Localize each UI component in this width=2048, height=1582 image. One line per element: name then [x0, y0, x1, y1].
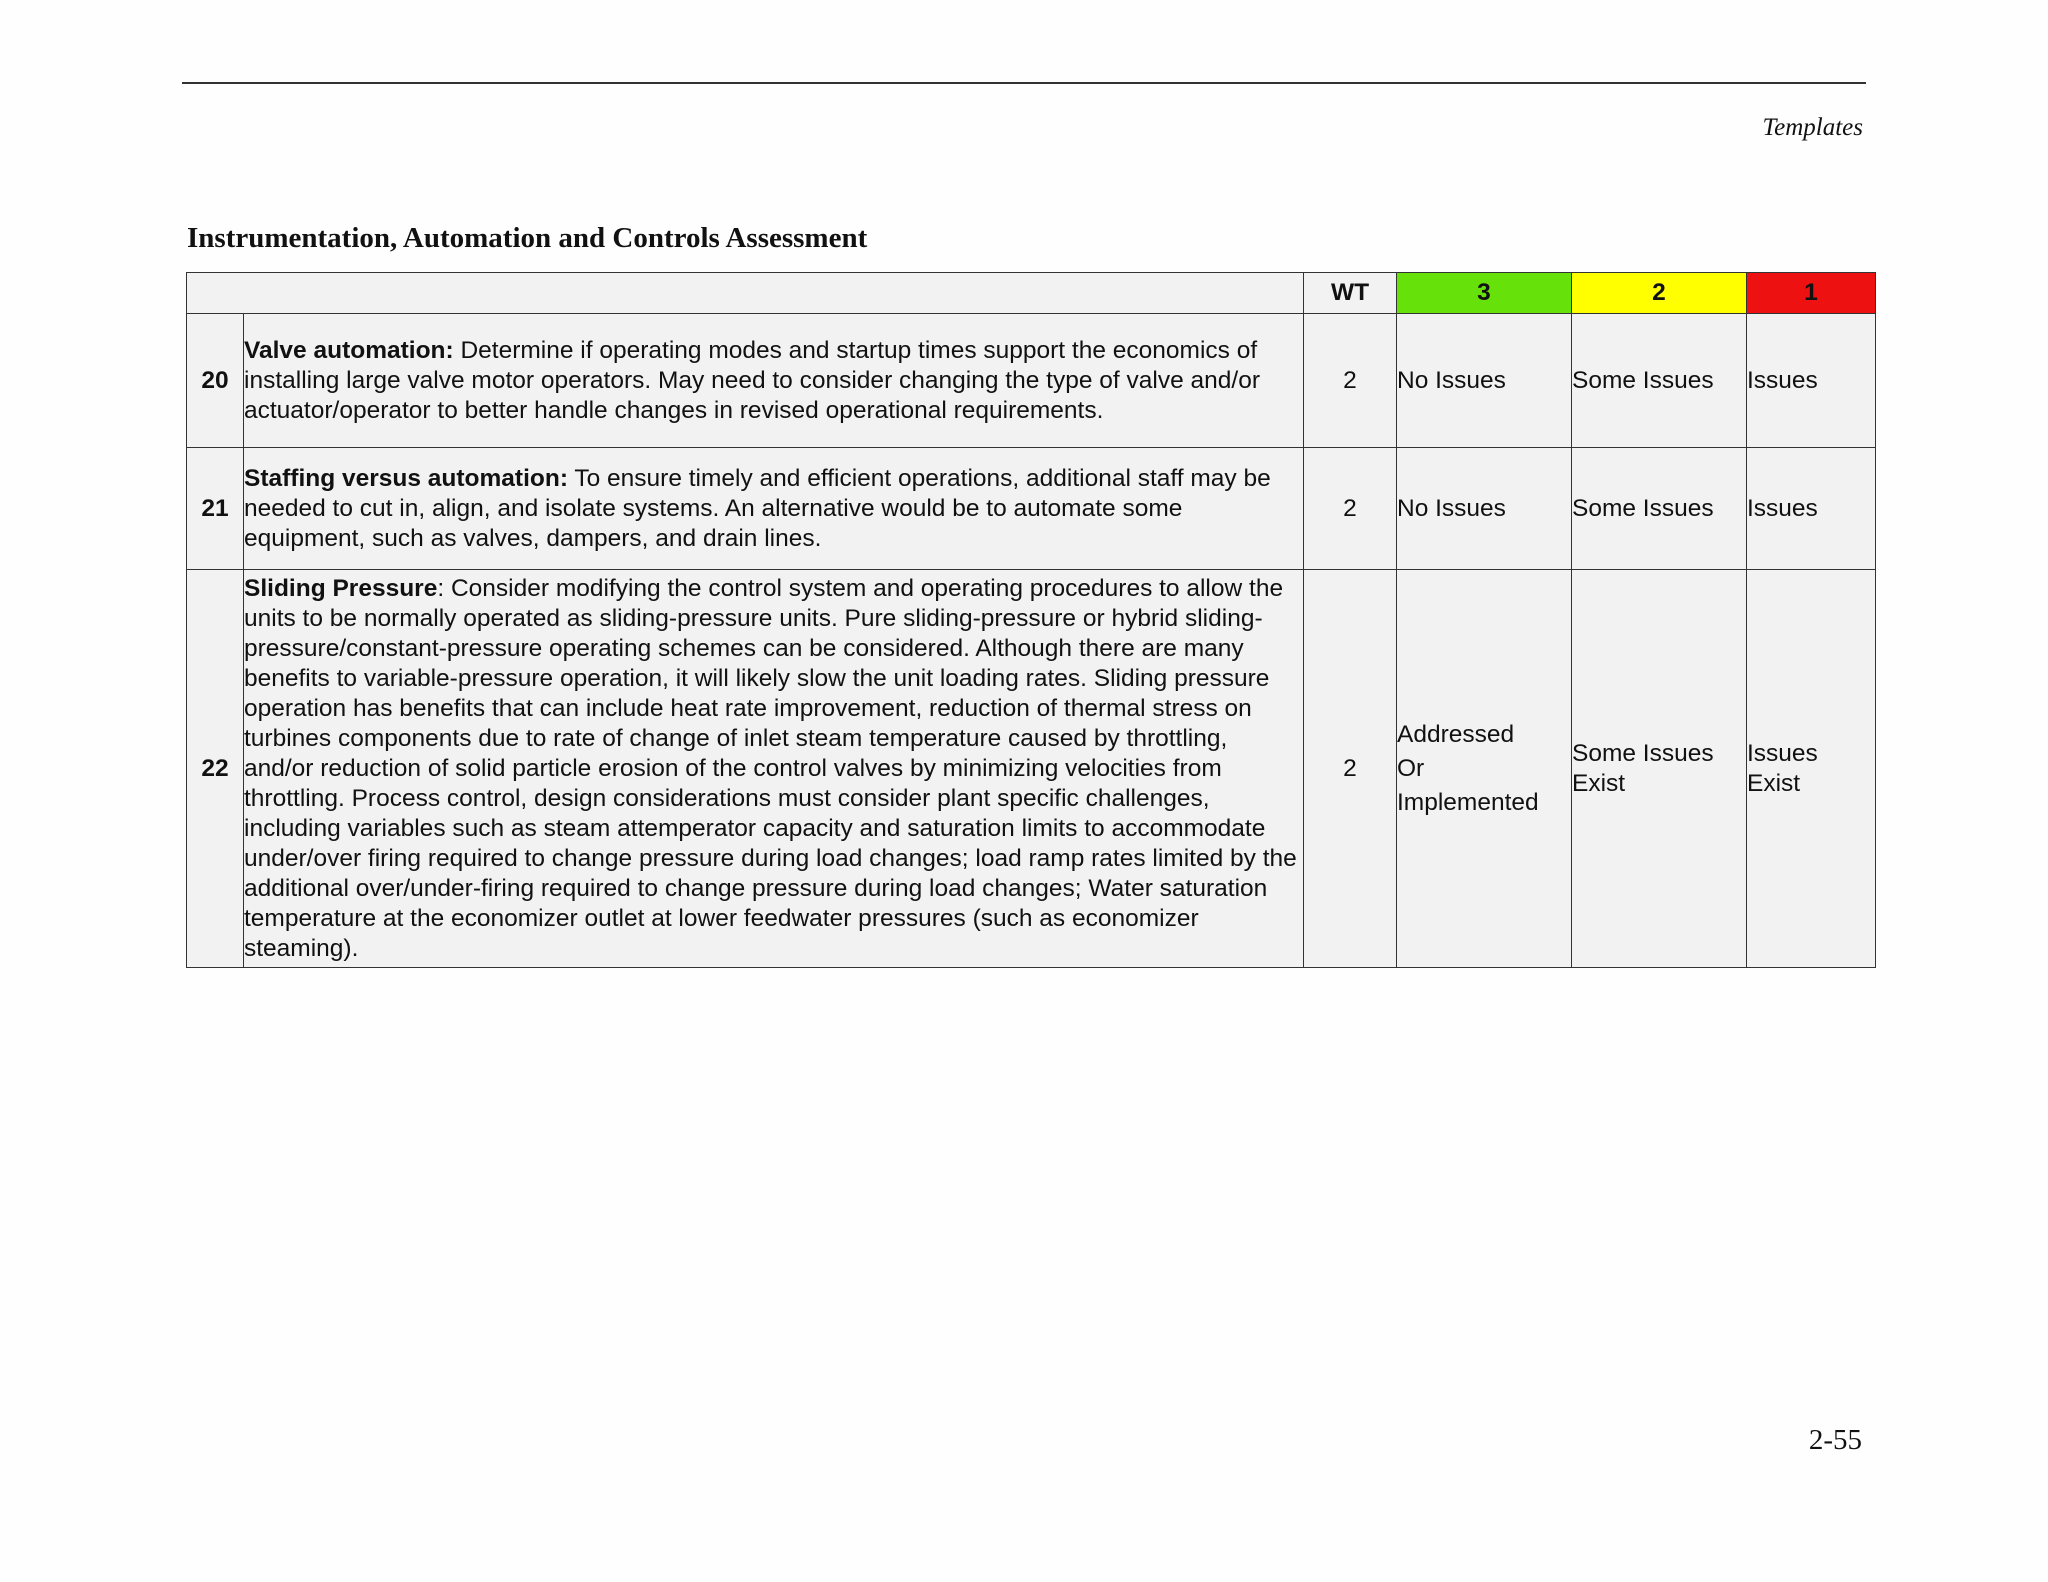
header-score-3: 3: [1397, 273, 1572, 314]
rating-1: Issues: [1747, 314, 1876, 448]
row-weight: 2: [1304, 448, 1397, 570]
rating-2: [1572, 570, 1747, 968]
row-number: 21: [187, 448, 244, 570]
header-score-2: 2: [1572, 273, 1747, 314]
table-row: [187, 314, 1876, 448]
row-number: 22: [187, 570, 244, 968]
row-description: [244, 570, 1304, 968]
header-blank-cell: [187, 273, 1304, 314]
assessment-table: [186, 272, 1876, 968]
page-number: 2-55: [1808, 1424, 1862, 1456]
table-row: [187, 448, 1876, 570]
row-title: Staffing versus automation:: [244, 464, 568, 492]
row-title: Valve automation:: [244, 336, 454, 364]
rating-3: No Issues: [1397, 448, 1572, 570]
section-title: Instrumentation, Automation and Controls Assessment: [187, 222, 868, 254]
rating-line: Implemented: [1397, 788, 1539, 816]
rating-line: Issues: [1747, 739, 1818, 767]
rating-line: Some Issues: [1572, 739, 1714, 767]
table-header-row: [187, 273, 1876, 314]
rating-line: Exist: [1572, 769, 1626, 797]
rating-2: Some Issues: [1572, 448, 1747, 570]
rating-line: Addressed: [1397, 720, 1515, 748]
table-row: [187, 570, 1876, 968]
header-wt: WT: [1304, 273, 1397, 314]
rating-3: [1397, 570, 1572, 968]
rating-2: Some Issues: [1572, 314, 1747, 448]
rating-1: Issues: [1747, 448, 1876, 570]
row-weight: 2: [1304, 314, 1397, 448]
rating-line: Or: [1397, 754, 1425, 782]
row-description: [244, 448, 1304, 570]
row-text: : Consider modifying the control system and operating procedures to allow the units to be normally operated as sliding-pressure units. Pure sliding-pressure or hybrid sliding-pressure/constant-pressure operating schemes can be considered. Although there are many benefits to variable-pressure operation, it will likely slow the unit loading rates. Sliding pressure operation has benefits that can include heat rate improvement, reduction of thermal stress on turbines components due to rate of change of inlet steam temperature caused by throttling, and/or reduction of solid particle erosion of the control valves by minimizing velocities from throttling. Process control, design considerations must consider plant specific challenges, including variables such as steam attemperator capacity and saturation limits to accommodate under/over firing required to change pressure during load changes; load ramp rates limited by the additional over/under-firing required to change pressure during load changes; Water saturation temperature at the economizer outlet at lower feedwater pressures (such as economizer steaming).: [244, 574, 1297, 962]
row-number: 20: [187, 314, 244, 448]
rating-1: [1747, 570, 1876, 968]
header-rule: [182, 82, 1866, 84]
row-title: Sliding Pressure: [244, 574, 438, 602]
row-text: To ensure timely and efficient operations, additional staff may be needed to cut in, align, and isolate systems. An alternative would be to automate some equipment, such as valves, dampers, and drain lines.: [244, 464, 1271, 552]
running-head: Templates: [1762, 114, 1863, 141]
row-text: Determine if operating modes and startup times support the economics of installing large valve motor operators. May need to consider changing the type of valve and/or actuator/operator to better handle changes in revised operational requirements.: [244, 336, 1260, 424]
header-score-1: 1: [1747, 273, 1876, 314]
row-weight: 2: [1304, 570, 1397, 968]
row-description: [244, 314, 1304, 448]
rating-3: No Issues: [1397, 314, 1572, 448]
rating-line: Exist: [1747, 769, 1801, 797]
